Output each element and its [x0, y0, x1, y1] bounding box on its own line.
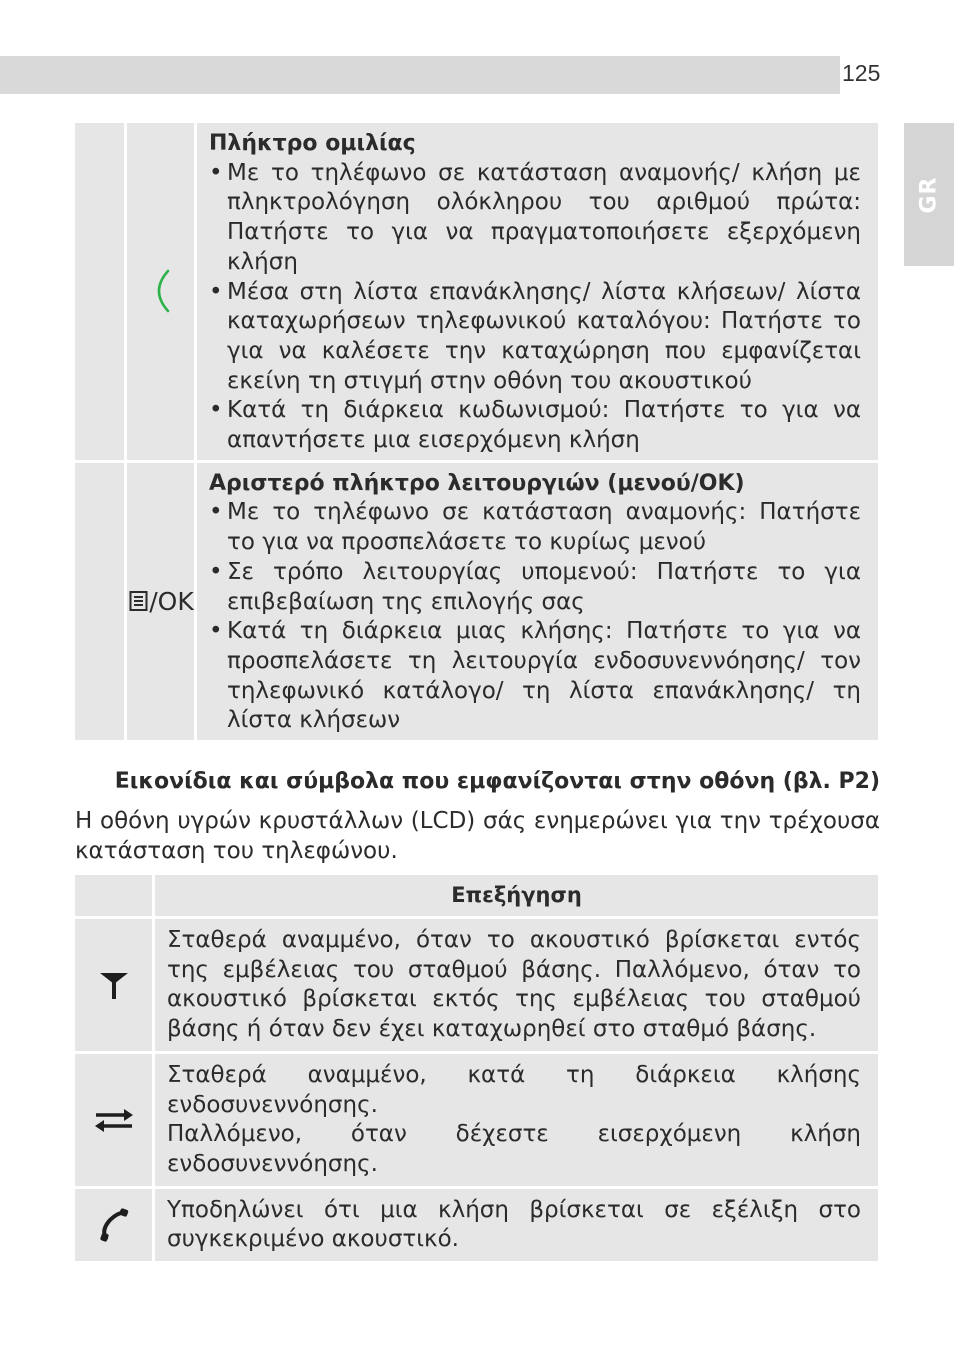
key-symbol-cell — [127, 123, 194, 460]
icon-explanation: Σταθερά αναμμένο, κατά τη διάρκεια κλήσης ενδοσυνεννόησης. Παλλόμενο, όταν δέχεστε εισερχόμενη κλήση ενδοσυνεννόησης. — [155, 1054, 878, 1186]
key-spacer-cell — [75, 123, 124, 460]
handset-icon — [98, 1208, 130, 1242]
list-item: • Με το τηλέφωνο σε κατάσταση αναμονής/ κλήση με πληκτρολόγηση ολόκληρου του αριθμού πρώτα: Πατήστε το για να πραγματοποιήσετε εξερχόμενη κλήση — [209, 159, 861, 275]
icon-cell — [75, 919, 152, 1051]
table-row — [75, 1054, 878, 1186]
key-description-cell — [197, 463, 878, 740]
table-row — [75, 123, 878, 460]
header-bar — [0, 56, 840, 94]
key-title: Πλήκτρο ομιλίας — [209, 131, 416, 156]
language-tab-label: GR — [916, 176, 942, 213]
key-symbol-cell — [127, 463, 194, 740]
table-header-row — [75, 875, 878, 916]
table-row — [75, 463, 878, 740]
table-row — [75, 919, 878, 1051]
icon-explanation: Υποδηλώνει ότι μια κλήση βρίσκεται σε εξέλιξη στο συγκεκριμένο ακουστικό. — [155, 1189, 878, 1261]
menu-ok-key — [129, 587, 194, 616]
icon-explanation: Σταθερά αναμμένο, όταν το ακουστικό βρίσκεται εντός της εμβέλειας του σταθμού βάσης. Παλλόμενο, όταν το ακουστικό βρίσκεται εκτός της εμβέλειας του σταθμού βάσης ή όταν δεν έχει καταχωρηθεί στο σταθμό βάσης. — [155, 919, 878, 1051]
intercom-arrows-icon — [94, 1106, 134, 1134]
key-title: Αριστερό πλήκτρο λειτουργιών (μενού/OK) — [209, 470, 745, 496]
header-explanation: Επεξήγηση — [155, 875, 878, 916]
key-description-cell — [197, 123, 878, 460]
list-item: • Σε τρόπο λειτουργίας υπομενού: Πατήστε το για επιβεβαίωση της επιλογής σας — [209, 558, 861, 615]
list-item: • Κατά τη διάρκεια κωδωνισμού: Πατήστε το για να απαντήσετε μια εισερχόμενη κλήση — [209, 397, 861, 454]
section-intro: Η οθόνη υγρών κρυστάλλων (LCD) σάς ενημερώνει για την τρέχουσα κατάσταση του τηλεφώνου. — [75, 808, 880, 864]
list-item: • Με το τηλέφωνο σε κατάσταση αναμονής: Πατήστε το για να προσπελάσετε το κυρίως μενού — [209, 499, 861, 556]
menu-ok-label: /OK — [149, 586, 194, 616]
icon-cell — [75, 1189, 152, 1261]
list-item: • Κατά τη διάρκεια μιας κλήσης: Πατήστε το για να προσπελάσετε τη λειτουργία ενδοσυνεννόησης/ τον τηλεφωνικό κατάλογο/ τη λίστα επανάκλησης/ τη λίστα κλήσεων — [209, 618, 861, 734]
antenna-icon — [97, 968, 131, 1002]
list-item: • Μέσα στη λίστα επανάκλησης/ λίστα κλήσεων/ λίστα καταχωρήσεων τηλεφωνικού καταλόγου: Πατήστε το για να καλέσετε την καταχώρηση που εμφανίζεται εκείνη τη στιγμή στην οθόνη του ακουστικού — [209, 278, 861, 394]
section-title: Εικονίδια και σύμβολα που εμφανίζονται στην οθόνη (βλ. P2) — [114, 769, 880, 794]
page-number: 125 — [842, 60, 881, 86]
language-tab — [904, 123, 954, 266]
header-icon-cell — [75, 875, 152, 916]
key-table — [75, 123, 878, 743]
icon-cell — [75, 1054, 152, 1186]
key-spacer-cell — [75, 463, 124, 740]
talk-key-icon — [146, 266, 176, 316]
table-row — [75, 1189, 878, 1261]
icon-table — [75, 875, 878, 1264]
menu-list-icon — [129, 590, 149, 612]
